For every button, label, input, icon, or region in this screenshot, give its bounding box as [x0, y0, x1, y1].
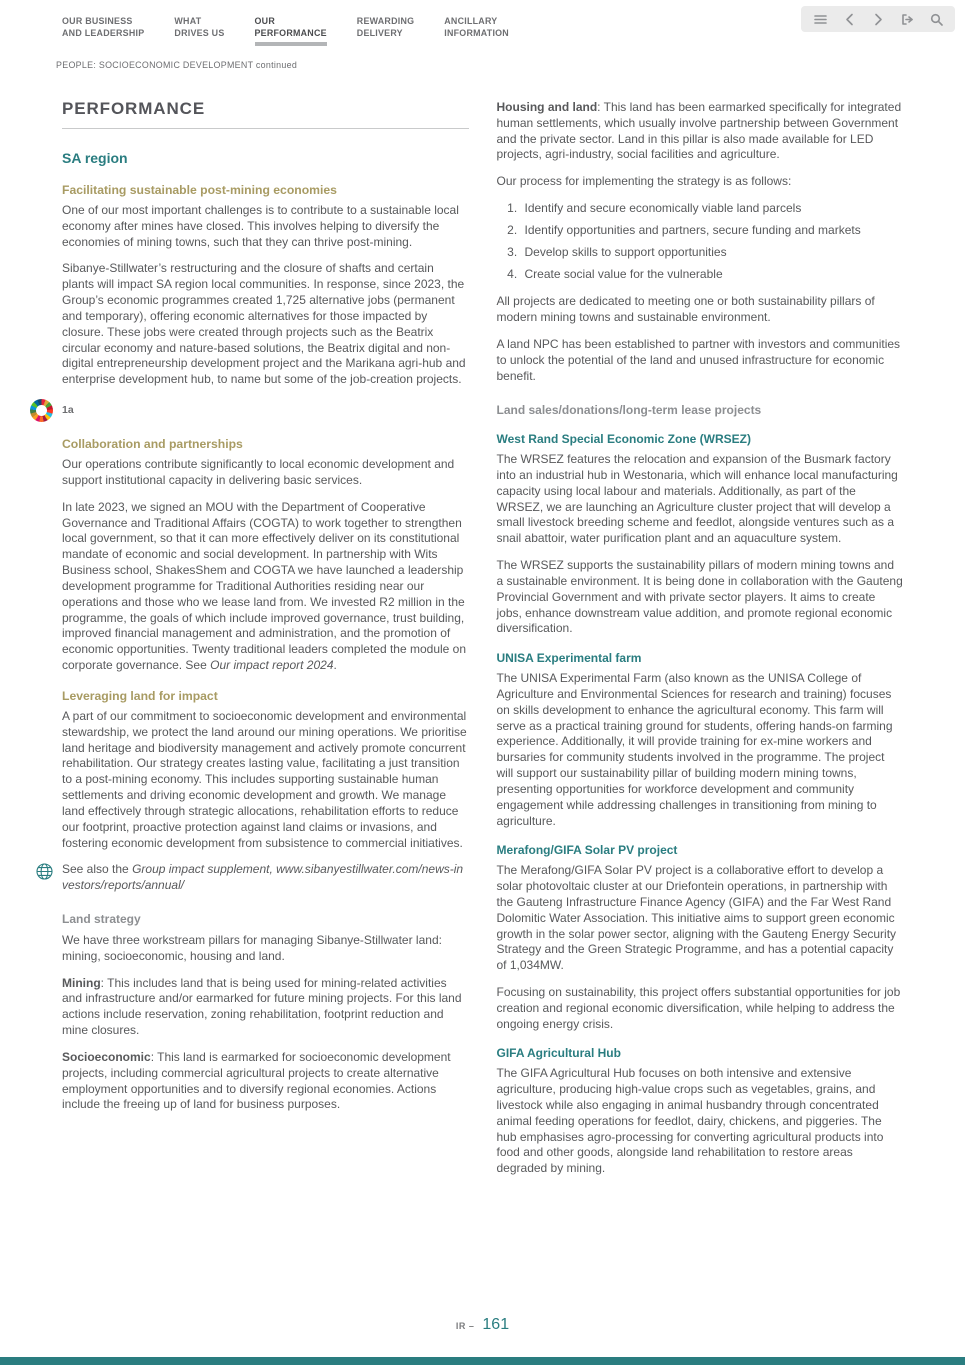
paragraph [62, 500, 469, 674]
paragraph: Our operations contribute significantly to local economic development and support institutional capacity in delivering basic services. [62, 457, 455, 487]
nav-what-drives-us[interactable] [174, 16, 224, 46]
bottom-accent-bar [0, 1357, 965, 1365]
pillar-label-housing-and-land: Housing and land [496, 99, 598, 114]
pillar-label-socioeconomic: Socioeconomic [62, 1049, 151, 1064]
supplement-url-link[interactable]: www.sibanyestillwater.com/news-investors/reports/annual/ [62, 862, 464, 893]
sdg-reference [30, 399, 469, 422]
nav-label-line: DELIVERY [356, 27, 403, 38]
see-also-lead: See also the [62, 862, 133, 877]
sdg-label: 1a [62, 403, 74, 416]
chevron-left-icon[interactable] [842, 12, 856, 26]
project-heading-solar-pv: Merafong/GIFA Solar PV project [496, 843, 678, 858]
paragraph: Focusing on sustainability, this project offers substantial opportunities for job creation and regional economic diversification, while helping to address the ongoing energy crisis. [496, 985, 901, 1031]
nav-rewarding-delivery[interactable] [357, 16, 414, 46]
nav-label-line: REWARDING [356, 16, 415, 26]
menu-icon[interactable] [813, 12, 827, 26]
paragraph: Our process for implementing the strategy is as follows: [496, 174, 792, 189]
paragraph: Sibanye-Stillwater’s restructuring and the closure of shafts and certain plants will impact SA region local communities. In response, since 2023, the Group’s economic programmes created 1,725 alternative jobs (permanent and temporary), offering economic alternatives for those impacted by closure. These jobs were created through projects such as the Beatrix circular economy and nature-based solutions, the Beatrix digital and non-digital entrepreneurship development project and the Marikana agri-hub and enterprise development hub, to name but some of the job-creation projects. [62, 261, 466, 387]
paragraph: The WRSEZ features the relocation and expansion of the Busmark factory into an industrial hub in Westonaria, which will enhance local manufacturing capacity using local labour and materials. Additionally, as part of the WRSEZ, we are launching an Agriculture cluster project that will develop a small livestock breeding scheme and feedlot, alongside ventures such as a snail abattoir, water purification plant and an aquaculture system. [496, 452, 898, 546]
left-column [62, 98, 469, 1188]
paragraph: The WRSEZ supports the sustainability pillars of modern mining towns and a sustainable environment. It is being done in collaboration with the Gauteng Provincial Government and with private sector players. It aims to create jobs, enhance downstream value addition, and promote regional economic diversification. [496, 558, 903, 636]
page-footer [0, 1314, 965, 1335]
see-also-note [36, 862, 469, 894]
report-code-label: IR – [455, 1320, 475, 1331]
paragraph: The Merafong/GIFA Solar PV project is a collaborative effort to develop a solar photovoltaic cluster at our Driefontein operations, in partnership with the Gauteng Infrastructure Finance Agency (GIFA) and the Far West Rand Dolomitic Water Association. This initiative aims to support green economic growth in the solar power sector, aligning with the Gauteng Energy Security Strategy and the Green Strategic Programme, and has a potential capacity of 1,034MW. [496, 863, 897, 973]
top-nav [0, 0, 965, 46]
nav-ancillary-information[interactable] [444, 16, 509, 46]
nav-label-line: OUR BUSINESS [62, 16, 133, 26]
nav-our-performance[interactable] [255, 16, 327, 46]
nav-label-line: OUR [254, 16, 275, 26]
globe-icon [36, 863, 53, 885]
paragraph [62, 1050, 469, 1113]
process-steps-list [497, 201, 904, 282]
nav-label-line: AND LEADERSHIP [62, 27, 145, 38]
nav-label-line: ANCILLARY [444, 16, 498, 26]
paragraph-text: : This land is earmarked for socioeconomic development projects, including commercial agricultural projects to create alternative employment opportunities and to diversify regional economies. Actions include the freeing up of land for business purposes. [62, 1049, 451, 1112]
right-column [497, 98, 904, 1188]
breadcrumb: PEOPLE: SOCIOECONOMIC DEVELOPMENT continued [56, 60, 298, 71]
region-heading: SA region [62, 150, 128, 167]
nav-label-line: DRIVES US [174, 27, 225, 38]
nav-label-line: WHAT [174, 16, 202, 26]
main-nav [62, 16, 509, 46]
paragraph: One of our most important challenges is to contribute to a sustainable local economy after mines have closed. This involves helping to diversify the economies of mining towns, such that they can thrive post-mining. [62, 202, 459, 249]
paragraph-text: . [333, 658, 337, 673]
project-heading-wrsez: West Rand Special Economic Zone (WRSEZ) [496, 432, 751, 447]
paragraph: We have three workstream pillars for managing Sibanye-Stillwater land: mining, socioeconomic, housing and land. [62, 932, 442, 963]
paragraph: The GIFA Agricultural Hub focuses on both intensive and extensive agriculture, producing high-value crops such as vegetables, grains, and livestock while also engaging in animal husbandry through concentrated animal feeding operations for feedlot, dairy, chickens, and piggeries. The hub emphasises agro-processing for converting agricultural products into food and other goods, alongside land rehabilitation to restore areas degraded by mining. [496, 1066, 884, 1176]
nav-label-line: PERFORMANCE [254, 27, 327, 38]
section-heading-collaboration: Collaboration and partnerships [62, 437, 243, 452]
sdg-wheel-icon [30, 399, 53, 422]
report-reference: Our impact report 2024 [210, 658, 334, 673]
paragraph: A land NPC has been established to partner with investors and communities to unlock the potential of the land and unused infrastructure for economic benefit. [496, 337, 901, 383]
search-icon[interactable] [929, 12, 943, 26]
active-nav-underline [255, 42, 327, 46]
toolbar [801, 6, 955, 32]
section-heading-land-sales: Land sales/donations/long-term lease projects [496, 402, 762, 417]
list-item: 1. Identify and secure economically viable land parcels [521, 201, 904, 217]
export-icon[interactable] [900, 12, 914, 26]
supplement-title: Group impact supplement [132, 862, 270, 877]
pillar-label-mining: Mining [62, 975, 101, 990]
page-number: 161 [482, 1315, 510, 1333]
nav-label-line: INFORMATION [444, 27, 509, 38]
list-item: 4. Create social value for the vulnerable [521, 267, 904, 283]
nav-our-business-and-leadership[interactable] [62, 16, 144, 46]
title-rule [62, 128, 469, 129]
paragraph-text: : This includes land that is being used for mining-related activities and infrastructure and/or earmarked for future mining projects. For this land actions include reservation, zoning rehabilitation, footprint reduction and mine closures. [62, 975, 462, 1038]
paragraph: The UNISA Experimental Farm (also known as the UNISA College of Agriculture and Environmental Sciences for research and training) focuses on skills development to enhance the agricultural economy. This farm will serve as a practical training ground for students, offering hands-on farming experience. Additionally, it will provide training for ex-mine workers and bursaries for community students involved in the programme. The project will support our sustainability pillar of building modern mining towns, presenting opportunities for workforce development and community engagement while addressing challenges in transitioning from mining to agriculture. [496, 671, 893, 828]
see-also-text [62, 862, 469, 894]
project-heading-unisa: UNISA Experimental farm [496, 651, 642, 666]
paragraph [62, 976, 469, 1039]
section-heading-land-strategy: Land strategy [62, 912, 141, 927]
project-heading-gifa-hub: GIFA Agricultural Hub [496, 1046, 621, 1061]
list-item: 3. Develop skills to support opportunities [521, 245, 904, 261]
content [0, 72, 965, 1188]
paragraph-text: : This land has been earmarked specifically for integrated human settlements, which usually involve partnership between Government and the private sector. Land in this pillar is also made available for LED projects, agri-industry, social facilities and agriculture. [496, 99, 902, 162]
section-heading-post-mining: Facilitating sustainable post-mining economies [62, 182, 337, 197]
section-heading-leveraging-land: Leveraging land for impact [62, 688, 218, 703]
paragraph [497, 100, 904, 163]
list-item: 2. Identify opportunities and partners, secure funding and markets [521, 223, 904, 239]
separator: , [269, 862, 277, 877]
paragraph: A part of our commitment to socioeconomic development and environmental stewardship, we protect the land around our mining operations. We prioritise land heritage and biodiversity management and actively promote concurrent rehabilitation. Our strategy creates lasting value, facilitating a just transition to a post-mining economy. This includes supporting sustainable human settlements and driving economic development and growth. We manage land effectively through strategic allocations, rehabilitation efforts to reduce our footprint, proactive protection against land claims or invasions, and fostering economic development from subsistence to commercial initiatives. [62, 708, 467, 850]
page-title: PERFORMANCE [62, 98, 206, 118]
paragraph-text: In late 2023, we signed an MOU with the Department of Cooperative Governance and Traditional Affairs (COGTA) to work together to strengthen local government, so that it can more effectively deliver on its constitutional mandate of economic and social development. In partnership with Wits Business school, ShakesShem and COGTA we have launched a leadership development programme for Traditional Authorities residing near our operations and those who we lease land from. We invested R2 million in the programme, the goals of which include improved governance, trust building, improved financial management and administration, and the promotion of economic opportunities. Twenty traditional leaders completed the module on corporate governance. See [62, 499, 467, 673]
chevron-right-icon[interactable] [871, 12, 885, 26]
paragraph: All projects are dedicated to meeting one or both sustainability pillars of modern mining towns and sustainable environment. [496, 294, 875, 325]
